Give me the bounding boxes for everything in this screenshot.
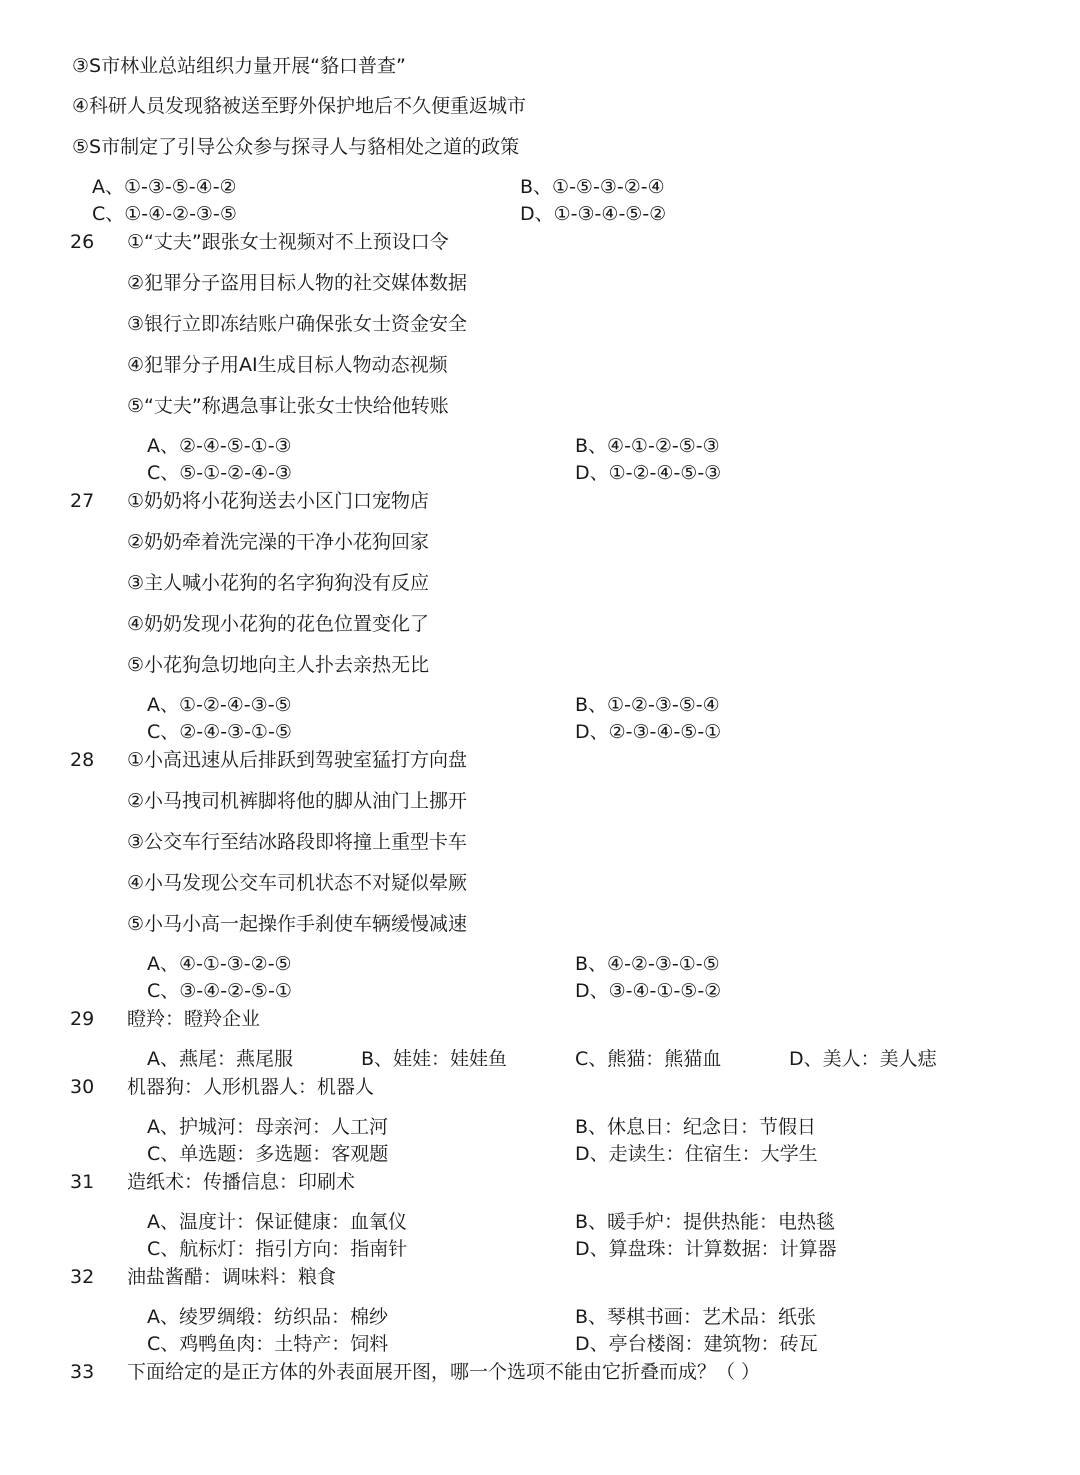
- q26-number: 26: [70, 231, 95, 253]
- q26-option-b: B、④-①-②-⑤-③: [575, 435, 720, 457]
- q26-option-a: A、②-④-⑤-①-③: [147, 435, 292, 457]
- q28-option-c: C、③-④-②-⑤-①: [147, 980, 292, 1002]
- q30-option-a: A、护城河：母亲河：人工河: [147, 1116, 388, 1138]
- q27-item-3: ③主人喊小花狗的名字狗狗没有反应: [127, 572, 430, 594]
- q32-option-c: C、鸡鸭鱼肉：土特产：饲料: [147, 1333, 389, 1355]
- q29-option-a: A、燕尾：燕尾服: [147, 1048, 293, 1070]
- q32-number: 32: [70, 1266, 95, 1288]
- q26-item-2: ②犯罪分子盗用目标人物的社交媒体数据: [127, 272, 468, 294]
- q28-option-b: B、④-②-③-①-⑤: [575, 953, 720, 975]
- q27-item-5: ⑤小花狗急切地向主人扑去亲热无比: [127, 654, 430, 676]
- q30-option-d: D、走读生：住宿生：大学生: [575, 1143, 818, 1165]
- q31-stem: 造纸术：传播信息：印刷术: [127, 1171, 356, 1193]
- q27-item-4: ④奶奶发现小花狗的花色位置变化了: [127, 613, 430, 635]
- q33-number: 33: [70, 1361, 95, 1383]
- q29-option-b: B、娃娃：娃娃鱼: [361, 1048, 508, 1070]
- q31-option-a: A、温度计：保证健康：血氧仪: [147, 1211, 407, 1233]
- q26-item-5: ⑤“丈夫”称遇急事让张女士快给他转账: [127, 395, 449, 417]
- q32-stem: 油盐酱醋：调味料：粮食: [127, 1266, 337, 1288]
- q26-item-4: ④犯罪分子用AI生成目标人物动态视频: [127, 354, 448, 376]
- q30-option-c: C、单选题：多选题：客观题: [147, 1143, 389, 1165]
- q30-stem: 机器狗：人形机器人：机器人: [127, 1076, 375, 1098]
- q27-option-d: D、②-③-④-⑤-①: [575, 721, 722, 743]
- q28-option-a: A、④-①-③-②-⑤: [147, 953, 292, 975]
- q26-option-d: D、①-②-④-⑤-③: [575, 462, 722, 484]
- q26-item-3: ③银行立即冻结账户确保张女士资金安全: [127, 313, 468, 335]
- q25-option-a: A、①-③-⑤-④-②: [92, 176, 237, 198]
- q32-option-d: D、亭台楼阁：建筑物：砖瓦: [575, 1333, 818, 1355]
- q25-option-c: C、①-④-②-③-⑤: [92, 203, 237, 225]
- q28-item-4: ④小马发现公交车司机状态不对疑似晕厥: [127, 872, 468, 894]
- q29-option-c: C、熊猫：熊猫血: [575, 1048, 722, 1070]
- q28-item-2: ②小马拽司机裤脚将他的脚从油门上挪开: [127, 790, 468, 812]
- q31-option-d: D、算盘珠：计算数据：计算器: [575, 1238, 837, 1260]
- q26-option-c: C、⑤-①-②-④-③: [147, 462, 292, 484]
- q29-number: 29: [70, 1008, 95, 1030]
- q28-number: 28: [70, 749, 95, 771]
- q28-item-5: ⑤小马小高一起操作手刹使车辆缓慢减速: [127, 913, 468, 935]
- q28-item-1: ①小高迅速从后排跃到驾驶室猛打方向盘: [127, 749, 468, 771]
- q25-item-4: ④科研人员发现貉被送至野外保护地后不久便重返城市: [72, 95, 527, 117]
- q32-option-b: B、琴棋书画：艺术品：纸张: [575, 1306, 817, 1328]
- q31-number: 31: [70, 1171, 95, 1193]
- q25-item-3: ③S市林业总站组织力量开展“貉口普查”: [72, 55, 406, 77]
- q25-option-d: D、①-③-④-⑤-②: [520, 203, 667, 225]
- q26-item-1: ①“丈夫”跟张女士视频对不上预设口令: [127, 231, 449, 253]
- q27-number: 27: [70, 490, 95, 512]
- q25-item-5: ⑤S市制定了引导公众参与探寻人与貉相处之道的政策: [72, 136, 520, 158]
- q28-option-d: D、③-④-①-⑤-②: [575, 980, 722, 1002]
- q30-number: 30: [70, 1076, 95, 1098]
- q27-option-b: B、①-②-③-⑤-④: [575, 694, 720, 716]
- q27-item-1: ①奶奶将小花狗送去小区门口宠物店: [127, 490, 430, 512]
- q29-stem: 瞪羚：瞪羚企业: [127, 1008, 261, 1030]
- q33-stem: 下面给定的是正方体的外表面展开图，哪一个选项不能由它折叠而成？（ ）: [127, 1361, 761, 1383]
- q31-option-c: C、航标灯：指引方向：指南针: [147, 1238, 408, 1260]
- q30-option-b: B、休息日：纪念日：节假日: [575, 1116, 817, 1138]
- q32-option-a: A、绫罗绸缎：纺织品：棉纱: [147, 1306, 388, 1328]
- q27-option-a: A、①-②-④-③-⑤: [147, 694, 292, 716]
- q27-option-c: C、②-④-③-①-⑤: [147, 721, 292, 743]
- q27-item-2: ②奶奶牵着洗完澡的干净小花狗回家: [127, 531, 430, 553]
- q25-option-b: B、①-⑤-③-②-④: [520, 176, 665, 198]
- q28-item-3: ③公交车行至结冰路段即将撞上重型卡车: [127, 831, 468, 853]
- q29-option-d: D、美人：美人痣: [789, 1048, 937, 1070]
- q31-option-b: B、暖手炉：提供热能：电热毯: [575, 1211, 836, 1233]
